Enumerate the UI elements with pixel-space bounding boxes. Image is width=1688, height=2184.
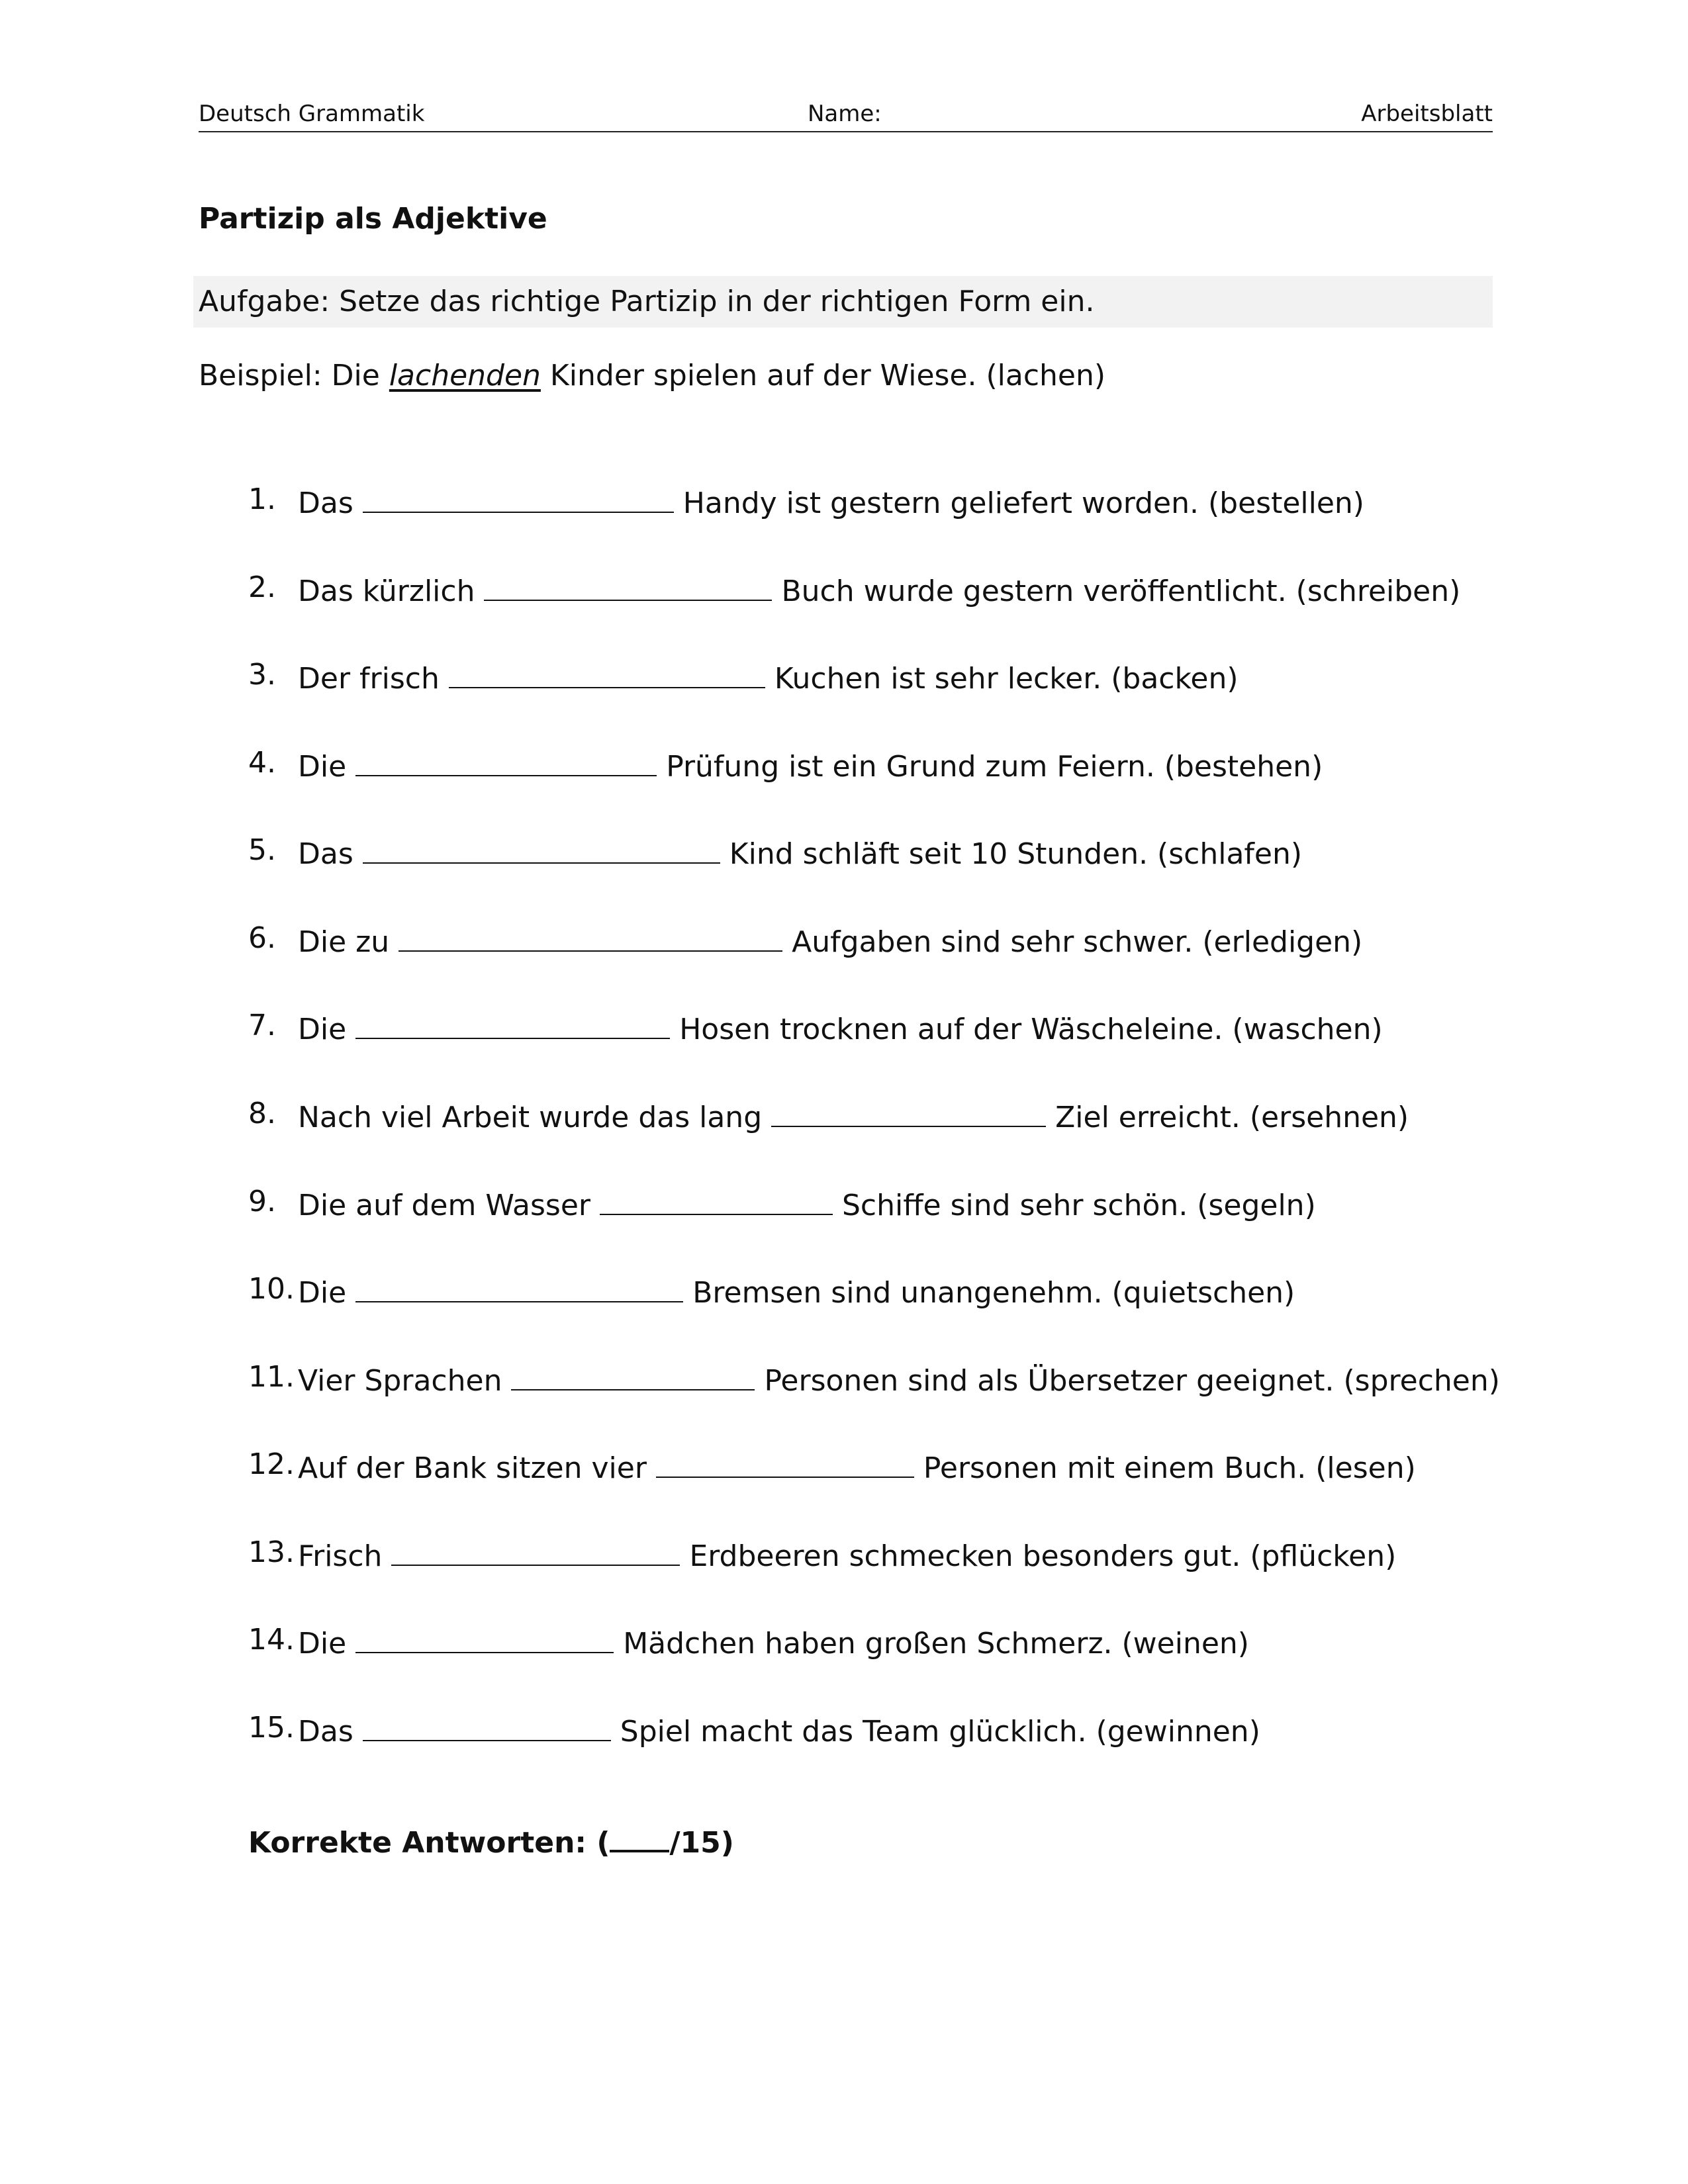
- exercise-text-after: Bremsen sind unangenehm. (quietschen): [692, 1276, 1295, 1310]
- exercise-sentence: [298, 1094, 1409, 1138]
- answer-blank[interactable]: [484, 568, 772, 601]
- answer-blank[interactable]: [355, 1269, 683, 1302]
- exercise-number: 13.: [248, 1535, 295, 1569]
- exercise-number: 14.: [248, 1623, 295, 1657]
- score-total: /15): [669, 1826, 734, 1860]
- exercise-text-before: Der frisch: [298, 662, 440, 696]
- exercise-sentence: [298, 1620, 1249, 1664]
- exercise-sentence: [298, 831, 1302, 874]
- header-subject: Deutsch Grammatik: [199, 101, 425, 127]
- exercise-number: 2.: [248, 570, 276, 604]
- exercise-sentence: [298, 743, 1323, 787]
- exercise-sentence: [298, 655, 1239, 699]
- exercise-text-before: Frisch: [298, 1539, 383, 1573]
- answer-blank[interactable]: [355, 743, 657, 776]
- exercise-number: 5.: [248, 833, 276, 867]
- exercise-text-after: Aufgaben sind sehr schwer. (erledigen): [792, 925, 1363, 959]
- exercise-text-after: Hosen trocknen auf der Wäscheleine. (waschen): [679, 1013, 1383, 1046]
- answer-blank[interactable]: [449, 655, 765, 688]
- exercise-number: 9.: [248, 1185, 276, 1218]
- answer-blank[interactable]: [363, 1708, 611, 1741]
- exercise-text-after: Personen sind als Übersetzer geeignet. (sprechen): [764, 1364, 1500, 1398]
- score-label: Korrekte Antworten: (: [248, 1826, 610, 1860]
- exercise-sentence: [298, 1269, 1295, 1313]
- exercise-text-before: Das: [298, 837, 353, 871]
- header-name-label: Name:: [808, 101, 882, 127]
- score-line: [248, 1823, 734, 1860]
- exercise-text-before: Die zu: [298, 925, 390, 959]
- exercise-text-before: Nach viel Arbeit wurde das lang: [298, 1101, 763, 1134]
- exercise-text-before: Das: [298, 486, 353, 520]
- exercise-text-after: Spiel macht das Team glücklich. (gewinnen): [620, 1715, 1260, 1749]
- exercise-sentence: [298, 1182, 1316, 1226]
- exercise-sentence: [298, 1006, 1383, 1050]
- answer-blank[interactable]: [399, 919, 782, 952]
- exercise-text-after: Mädchen haben großen Schmerz. (weinen): [623, 1627, 1249, 1661]
- exercise-text-before: Vier Sprachen: [298, 1364, 502, 1398]
- exercise-sentence: [298, 480, 1364, 523]
- answer-blank[interactable]: [511, 1357, 755, 1390]
- exercise-number: 7.: [248, 1009, 276, 1042]
- exercise-text-before: Das: [298, 1715, 353, 1749]
- exercise-text-after: Kind schläft seit 10 Stunden. (schlafen): [729, 837, 1303, 871]
- exercise-text-before: Die: [298, 1627, 347, 1661]
- answer-blank[interactable]: [391, 1533, 680, 1566]
- answer-blank[interactable]: [600, 1182, 833, 1215]
- example-prefix: Beispiel: Die: [199, 359, 389, 392]
- exercise-text-after: Kuchen ist sehr lecker. (backen): [774, 662, 1239, 696]
- exercise-number: 8.: [248, 1097, 276, 1130]
- exercise-number: 12.: [248, 1447, 295, 1481]
- exercise-number: 6.: [248, 921, 276, 955]
- exercise-number: 1.: [248, 482, 276, 516]
- exercise-text-before: Die: [298, 750, 347, 784]
- exercise-number: 4.: [248, 746, 276, 780]
- example-suffix: Kinder spielen auf der Wiese. (lachen): [540, 359, 1106, 392]
- exercise-text-after: Erdbeeren schmecken besonders gut. (pflücken): [689, 1539, 1397, 1573]
- exercise-text-after: Handy ist gestern geliefert worden. (bestellen): [682, 486, 1364, 520]
- worksheet-title: Partizip als Adjektive: [199, 202, 547, 236]
- exercise-number: 11.: [248, 1360, 295, 1394]
- exercise-sentence: [298, 1708, 1260, 1752]
- example-sentence: [199, 359, 1105, 392]
- exercise-text-after: Ziel erreicht. (ersehnen): [1055, 1101, 1409, 1134]
- exercise-number: 3.: [248, 658, 276, 692]
- header-doc-type: Arbeitsblatt: [1361, 101, 1493, 127]
- page-header: [199, 101, 1493, 132]
- exercise-number: 10.: [248, 1272, 295, 1306]
- exercise-text-before: Auf der Bank sitzen vier: [298, 1451, 647, 1485]
- exercise-text-after: Prüfung ist ein Grund zum Feiern. (bestehen): [666, 750, 1323, 784]
- answer-blank[interactable]: [355, 1006, 670, 1039]
- exercise-text-after: Buch wurde gestern veröffentlicht. (schreiben): [781, 574, 1461, 608]
- exercise-sentence: [298, 568, 1460, 612]
- exercise-number: 15.: [248, 1711, 295, 1745]
- exercise-text-before: Die auf dem Wasser: [298, 1189, 590, 1222]
- answer-blank[interactable]: [363, 831, 720, 864]
- answer-blank[interactable]: [771, 1094, 1046, 1127]
- task-instruction: Aufgabe: Setze das richtige Partizip in der richtigen Form ein.: [193, 276, 1493, 328]
- exercise-text-after: Schiffe sind sehr schön. (segeln): [842, 1189, 1316, 1222]
- exercise-text-after: Personen mit einem Buch. (lesen): [923, 1451, 1416, 1485]
- exercise-sentence: [298, 1357, 1500, 1401]
- exercise-text-before: Die: [298, 1276, 347, 1310]
- answer-blank[interactable]: [363, 480, 674, 513]
- exercise-text-before: Das kürzlich: [298, 574, 475, 608]
- exercise-text-before: Die: [298, 1013, 347, 1046]
- answer-blank[interactable]: [656, 1445, 914, 1478]
- score-blank[interactable]: [610, 1823, 669, 1852]
- example-answer: lachenden: [389, 359, 541, 392]
- answer-blank[interactable]: [355, 1620, 614, 1653]
- exercise-sentence: [298, 1533, 1396, 1576]
- exercise-sentence: [298, 1445, 1416, 1488]
- exercise-sentence: [298, 919, 1362, 962]
